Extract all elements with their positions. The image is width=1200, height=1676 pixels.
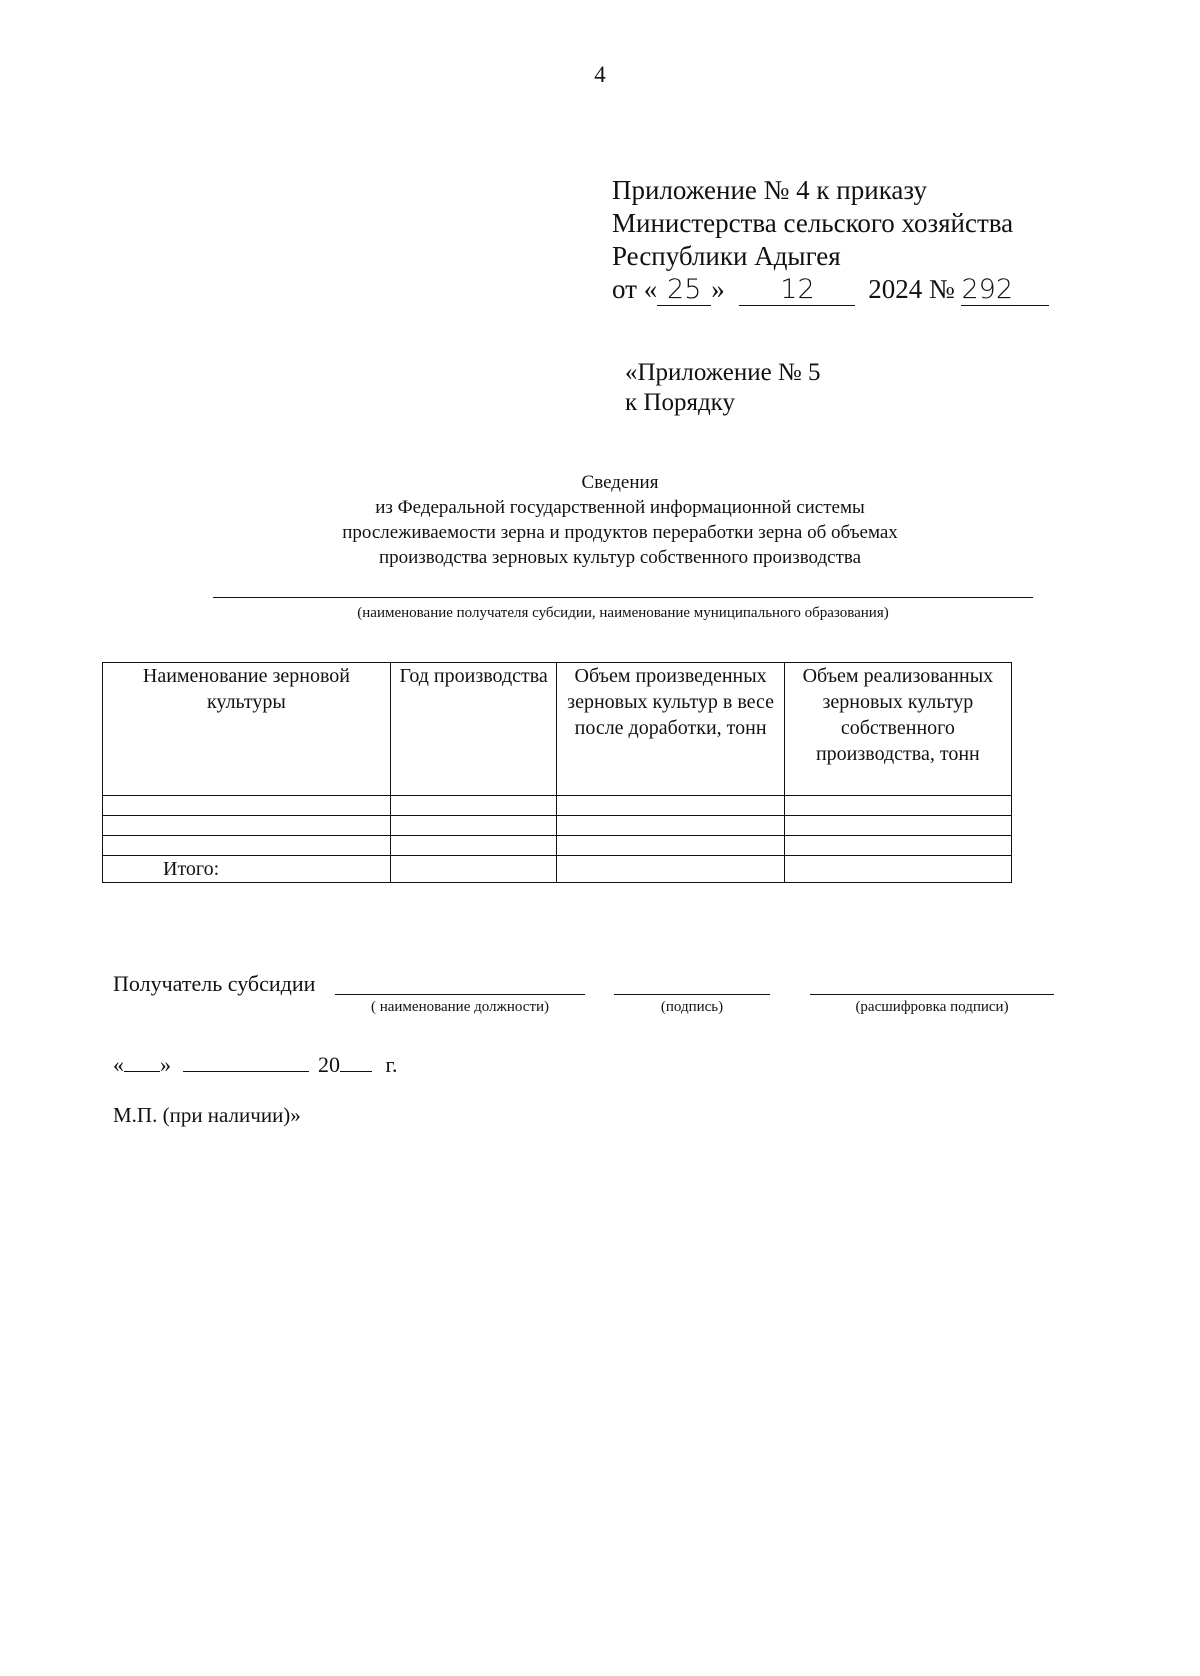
table-cell — [103, 796, 391, 816]
date-close-quote: » — [160, 1052, 171, 1077]
table-cell — [784, 856, 1011, 883]
header-produced-volume: Объем произведенных зерновых культур в весе после доработки, тонн — [557, 663, 784, 796]
year-suffix: г. — [385, 1052, 398, 1077]
signing-date-line — [113, 1051, 398, 1078]
header-sold-volume: Объем реализованных зерновых культур собственного производства, тонн — [784, 663, 1011, 796]
day-blank — [124, 1051, 160, 1072]
grain-volume-table — [102, 662, 1012, 883]
document-title — [260, 470, 980, 570]
page-number: 4 — [594, 62, 606, 87]
table-cell — [390, 856, 557, 883]
stamp-note: М.П. (при наличии)» — [113, 1103, 301, 1127]
table-cell — [784, 796, 1011, 816]
date-day-close: » — [711, 274, 725, 304]
title-line-4: производства зерновых культур собственного производства — [378, 547, 862, 568]
position-blank-line — [335, 994, 585, 995]
table-row — [103, 816, 1012, 836]
table-cell — [103, 836, 391, 856]
inner-appendix-line-2: к Порядку — [625, 389, 735, 416]
appendix-header — [612, 174, 1049, 307]
decoding-blank-line — [810, 994, 1054, 995]
table-cell — [557, 836, 784, 856]
header-production-year: Год производства — [390, 663, 557, 796]
table-cell — [784, 816, 1011, 836]
century-label: 20 — [318, 1052, 340, 1077]
title-line-1: Сведения — [581, 472, 659, 493]
title-line-3: прослеживаемости зерна и продуктов переработки зерна об объемах — [342, 522, 898, 543]
recipient-caption: (наименование получателя субсидии, наименование муниципального образования) — [357, 605, 889, 621]
handwritten-month: 12 — [739, 275, 855, 306]
table-row — [103, 796, 1012, 816]
signature-blank-line — [614, 994, 770, 995]
appendix-line-3: Республики Адыгея — [612, 241, 841, 271]
date-prefix: от « — [612, 274, 658, 304]
table-total-row — [103, 856, 1012, 883]
month-blank — [183, 1051, 309, 1072]
table-row — [103, 836, 1012, 856]
date-open-quote: « — [113, 1052, 124, 1077]
appendix-line-1: Приложение № 4 к приказу — [612, 175, 927, 205]
table-cell — [390, 796, 557, 816]
table-cell — [557, 816, 784, 836]
signature-caption: (подпись) — [660, 999, 724, 1015]
position-caption: ( наименование должности) — [370, 999, 550, 1015]
total-label: Итого: — [103, 856, 391, 883]
table-cell — [390, 836, 557, 856]
table-cell — [103, 816, 391, 836]
table-cell — [390, 816, 557, 836]
table-header-row — [103, 663, 1012, 796]
decoding-caption: (расшифровка подписи) — [855, 999, 1009, 1015]
table-cell — [557, 856, 784, 883]
order-date-line — [612, 273, 1049, 307]
handwritten-day: 25 — [657, 275, 711, 306]
year-and-number-label: 2024 № — [868, 274, 955, 304]
title-line-2: из Федеральной государственной информационной системы — [375, 497, 865, 518]
signature-label: Получатель субсидии — [113, 971, 316, 996]
year-blank — [340, 1051, 372, 1072]
table-cell — [557, 796, 784, 816]
handwritten-order-number: 292 — [961, 275, 1049, 306]
inner-appendix — [625, 358, 821, 418]
inner-appendix-line-1: «Приложение № 5 — [625, 359, 821, 386]
table-cell — [784, 836, 1011, 856]
appendix-line-2: Министерства сельского хозяйства — [612, 208, 1014, 238]
recipient-blank-line — [213, 597, 1033, 598]
header-crop-name: Наименование зерновой культуры — [103, 663, 391, 796]
